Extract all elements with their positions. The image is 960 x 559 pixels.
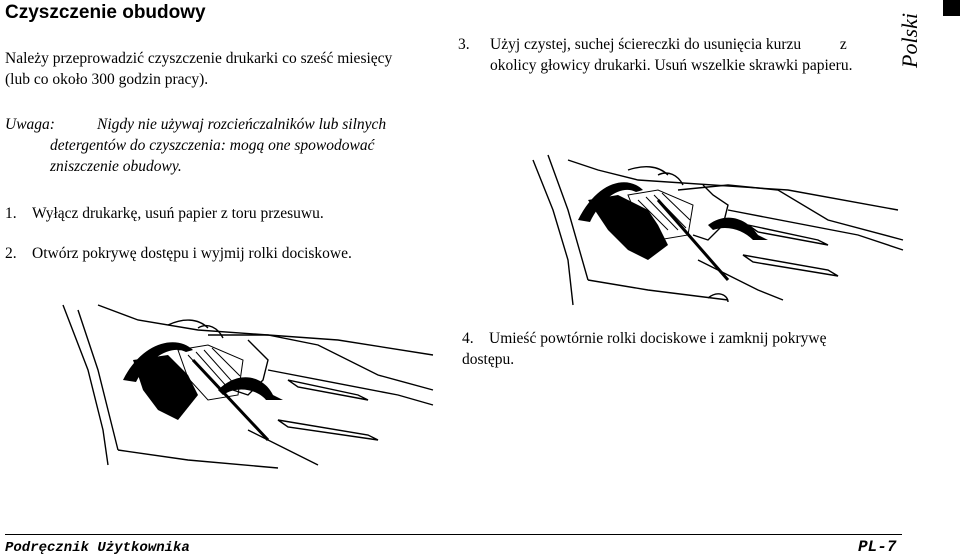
- step-3-number: 3.: [458, 36, 470, 53]
- footer-manual-title: Podręcznik Użytkownika: [5, 540, 190, 556]
- step-1: [5, 203, 324, 224]
- intro-line-1: Należy przeprowadzić czyszczenie drukarki co sześć miesięcy: [5, 50, 393, 67]
- warning-line-2: detergentów do czyszczenia: mogą one spowodować: [50, 137, 375, 154]
- step-4-line-2: dostępu.: [462, 351, 515, 368]
- warning-line-1: Nigdy nie używaj rozcieńczalników lub silnych: [97, 116, 387, 133]
- language-label-text: Polski: [897, 13, 922, 68]
- printer-rollers-illustration-top: [528, 150, 908, 310]
- warning-label: Uwaga:: [5, 116, 55, 133]
- step-2: [5, 243, 352, 264]
- warning-note: [5, 114, 445, 177]
- step-3: [458, 34, 890, 76]
- step-3-line-1: Użyj czystej, suchej ściereczki do usunięcia kurzu z: [490, 36, 847, 53]
- step-1-number: 1.: [5, 205, 17, 222]
- footer-page-number: PL-7: [858, 538, 897, 556]
- step-4-number: 4.: [462, 330, 474, 347]
- step-2-number: 2.: [5, 245, 17, 262]
- step-1-text: Wyłącz drukarkę, usuń papier z toru przesuwu.: [32, 205, 324, 222]
- warning-line-3: zniszczenie obudowy.: [50, 158, 182, 175]
- step-2-text: Otwórz pokrywę dostępu i wyjmij rolki dociskowe.: [32, 245, 352, 262]
- intro-paragraph: [5, 48, 445, 90]
- intro-line-2: (lub co około 300 godzin pracy).: [5, 71, 209, 88]
- printer-rollers-illustration-bottom: [58, 300, 438, 470]
- step-4-line-1: Umieść powtórnie rolki dociskowe i zamknij pokrywę: [489, 330, 827, 347]
- language-side-label: [897, 8, 957, 68]
- step-4: [462, 328, 902, 370]
- footer-divider: [5, 534, 902, 535]
- step-3-line-2: okolicy głowicy drukarki. Usuń wszelkie skrawki papieru.: [490, 57, 853, 74]
- page-title: Czyszczenie obudowy: [5, 2, 206, 23]
